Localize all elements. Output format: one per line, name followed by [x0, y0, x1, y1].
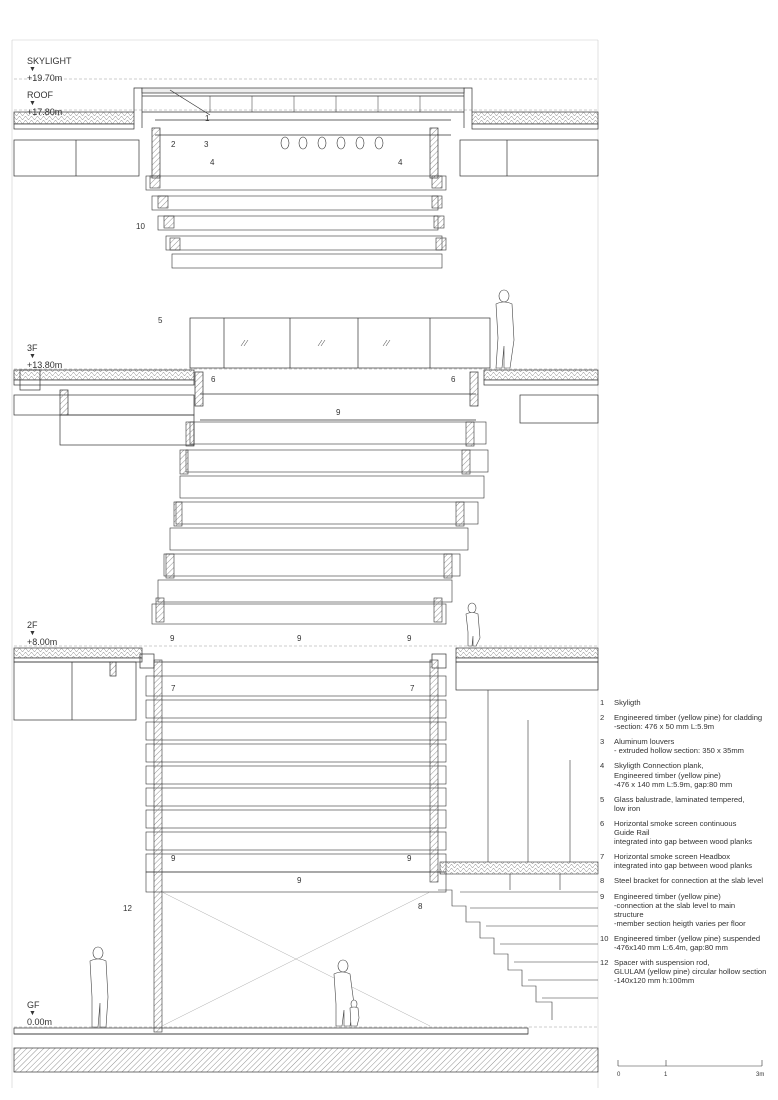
lower-right-room [440, 690, 598, 890]
level-name-skylight: SKYLIGHT [27, 56, 72, 66]
callout-cladding: 2 [171, 140, 176, 149]
legend-line: Engineered timber (yellow pine) [614, 891, 721, 901]
legend-line: Spacer with suspension rod, [614, 958, 710, 968]
level-label-gf [27, 1000, 52, 1027]
callout-spacer-rod: 12 [123, 904, 132, 913]
legend-line: GLULAM (yellow pine) circular hollow section [614, 967, 767, 977]
level-lines [14, 79, 598, 1027]
callout-timber-lower-left: 9 [171, 854, 176, 863]
level-name-gf: GF [27, 1000, 40, 1010]
legend-line: -140x120 mm h:100mm [614, 976, 695, 986]
legend-line: Glass balustrade, laminated tempered, [614, 794, 745, 804]
legend-line: - extruded hollow section: 350 x 35mm [614, 746, 745, 756]
legend-number: 1 [600, 698, 605, 707]
level-elevation-2f: +8.00m [27, 637, 58, 647]
scale-bar-graphic [616, 1058, 766, 1072]
level-triangle-icon: ▼ [29, 66, 36, 73]
level-elevation-skylight: +19.70m [27, 73, 63, 83]
legend-text [614, 737, 776, 755]
callout-connection-plank-left: 4 [210, 158, 215, 167]
legend-line: Engineered timber (yellow pine) for cladding [614, 713, 763, 723]
legend-number: 8 [600, 876, 605, 886]
callout-connection-plank-right: 4 [398, 158, 403, 167]
scale-bar [616, 1058, 766, 1088]
legend-number: 2 [600, 713, 605, 723]
scale-label-1: 1 [664, 1072, 668, 1078]
level-name-roof: ROOF [27, 90, 53, 100]
legend-line: -member section heigth varies per floor [614, 918, 746, 928]
legend-line: -476 x 140 mm L:5.9m, gap:80 mm [614, 779, 733, 789]
callout-suspended-timber: 10 [136, 222, 145, 231]
callout-timber-2f-left: 9 [170, 634, 175, 643]
roof-level [14, 88, 598, 178]
legend-text [614, 876, 776, 885]
callout-headbox-left: 7 [171, 684, 176, 693]
legend-item [600, 737, 776, 755]
level-triangle-icon: ▼ [29, 630, 36, 637]
legend-number: 5 [600, 794, 605, 804]
legend-line: Guide Rail [614, 828, 650, 838]
legend-text [614, 761, 776, 788]
legend-item [600, 852, 776, 870]
legend-line: Steel bracket for connection at the slab level [614, 876, 764, 886]
legend-line: Engineered timber (yellow pine) suspended [614, 933, 761, 943]
stair-planks-lower [146, 660, 446, 1032]
level-triangle-icon: ▼ [29, 353, 36, 360]
legend-text [614, 795, 776, 813]
callout-skylight: 1 [205, 114, 210, 123]
legend-item [600, 958, 776, 985]
callout-timber-3f: 9 [336, 408, 341, 417]
legend-text [614, 819, 776, 846]
legend-number: 12 [600, 958, 609, 968]
legend-number: 4 [600, 761, 605, 771]
legend-item [600, 698, 776, 707]
level-triangle-icon: ▼ [29, 100, 36, 107]
glass-balustrade-marks [241, 340, 390, 346]
legend-item [600, 713, 776, 731]
aluminum-louvers [281, 137, 383, 149]
legend-item [600, 934, 776, 952]
legend [600, 698, 776, 991]
stair-planks-upper [152, 422, 488, 624]
callout-timber-2f-right: 9 [407, 634, 412, 643]
legend-line: low iron [614, 803, 641, 813]
callout-timber-lower-right: 9 [407, 854, 412, 863]
level-name-3f: 3F [27, 343, 38, 353]
cross-bracing [162, 892, 430, 1026]
legend-line: Skyligth [614, 698, 641, 707]
legend-line: -476x140 mm L:6.4m, gap:80 mm [614, 942, 728, 952]
legend-line: -connection at the slab level to main [614, 900, 736, 910]
scale-label-0: 0 [617, 1072, 621, 1078]
legend-text [614, 852, 776, 870]
legend-line: integrated into gap between wood planks [614, 861, 753, 871]
legend-text [614, 698, 776, 707]
legend-number: 9 [600, 891, 605, 901]
callout-glass-balustrade: 5 [158, 316, 163, 325]
legend-item [600, 795, 776, 813]
legend-item [600, 876, 776, 885]
stepped-stair-right [438, 890, 598, 1020]
legend-line: Horizontal smoke screen Headbox [614, 852, 731, 862]
suspended-planks-roof [146, 176, 446, 268]
human-figures [90, 290, 514, 1027]
legend-text [614, 934, 776, 952]
ground-floor-level [14, 1028, 598, 1072]
legend-line: Horizontal smoke screen continuous [614, 818, 737, 828]
callout-headbox-right: 7 [410, 684, 415, 693]
legend-line: Engineered timber (yellow pine) [614, 770, 721, 780]
legend-item [600, 892, 776, 928]
level-elevation-gf: 0.00m [27, 1017, 53, 1027]
level-label-roof [27, 90, 62, 117]
legend-text [614, 892, 776, 928]
callout-smoke-rail-left: 6 [211, 375, 216, 384]
callout-steel-bracket: 8 [418, 902, 423, 911]
legend-number: 6 [600, 818, 605, 828]
scale-label-3m: 3m [756, 1072, 765, 1078]
legend-item [600, 819, 776, 846]
level-label-2f [27, 620, 57, 647]
level-label-skylight [27, 56, 72, 83]
legend-text [614, 713, 776, 731]
skylight-mullions [210, 96, 420, 112]
level-elevation-3f: +13.80m [27, 360, 63, 370]
legend-line: Aluminum louvers [614, 737, 675, 747]
level-label-3f [27, 343, 62, 370]
callout-louvers: 3 [204, 140, 209, 149]
legend-number: 7 [600, 852, 605, 862]
second-floor-level [14, 648, 598, 720]
legend-number: 10 [600, 933, 609, 943]
legend-line: Skyligth Connection plank, [614, 761, 704, 771]
legend-line: structure [614, 909, 644, 919]
callout-timber-2f-mid: 9 [297, 634, 302, 643]
level-triangle-icon: ▼ [29, 1010, 36, 1017]
legend-item [600, 761, 776, 788]
legend-line: integrated into gap between wood planks [614, 837, 753, 847]
level-elevation-roof: +17.80m [27, 107, 63, 117]
level-name-2f: 2F [27, 620, 38, 630]
callout-timber-lower-mid: 9 [297, 876, 302, 885]
legend-text [614, 958, 776, 985]
legend-line: -section: 476 x 50 mm L:5.9m [614, 722, 715, 732]
callout-smoke-rail-right: 6 [451, 375, 456, 384]
legend-number: 3 [600, 737, 605, 747]
